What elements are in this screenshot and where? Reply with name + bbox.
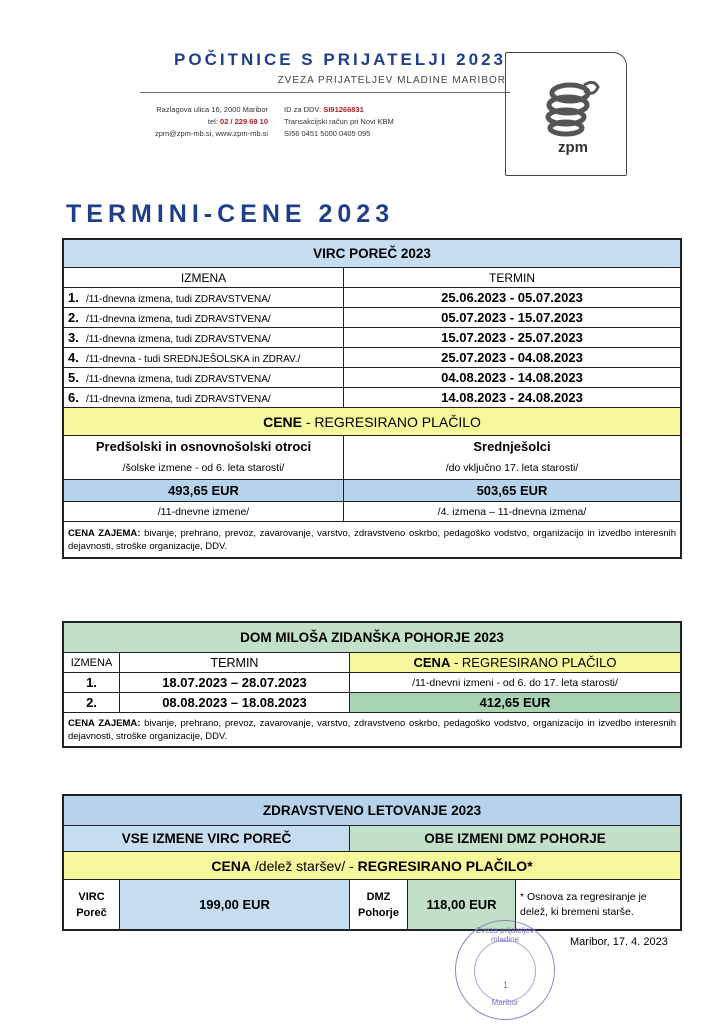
org-address: Razlagova ulica 16, 2000 Maribor [156,105,268,114]
row-desc: /11-dnevna - tudi SREDNJEŠOLSKA in ZDRAV./ [86,354,301,365]
org-contact [110,104,268,140]
virc-table [63,239,681,558]
dom-cena-zajema: CENA ZAJEMA: bivanje, prehrano, prevoz, zavarovanje, varstvo, zdravstveno oskrbo, pedagoško vodstvo, organizacijo in izvedbo interesnih dejavnosti, stroške organizacije, DDV. [64,713,681,747]
dom-price: 412,65 EUR [350,693,681,713]
dom-col-termin: TERMIN [120,653,350,673]
stamp-top-text: Zveza prijateljev mladine [476,926,534,944]
row-num: 5. [68,370,79,385]
row-desc: /11-dnevna izmena, tudi ZDRAVSTVENA/ [86,314,271,325]
tel-number: 02 / 229 69 10 [220,117,268,126]
org-program-title: POČITNICE S PRIJATELJI 2023 [174,50,506,69]
table-row [64,308,681,328]
row-desc: /11-dnevna izmena, tudi ZDRAVSTVENA/ [86,334,271,345]
virc-left-price: 493,65 EUR [64,480,344,502]
dom-row-num: 2. [64,693,120,713]
dom-table [63,622,681,747]
dom-price-note: /11-dnevni izmeni - od 6. do 17. leta starosti/ [350,673,681,693]
virc-cene-header: CENE - REGRESIRANO PLAČILO [64,408,681,436]
row-desc: /11-dnevna izmena, tudi ZDRAVSTVENA/ [86,394,271,405]
table-row [64,348,681,368]
zdrav-virc-label: VIRC Poreč [64,880,120,930]
virc-left-head: Predšolski in osnovnošolski otroci [64,436,344,458]
zdrav-table [63,795,681,930]
virc-title: VIRC POREČ 2023 [64,240,681,268]
zdrav-title: ZDRAVSTVENO LETOVANJE 2023 [64,796,681,826]
zpm-logo [505,52,627,176]
row-num: 2. [68,310,79,325]
table-row [64,328,681,348]
table-row [64,693,681,713]
iban: SI56 0451 5000 0405 095 [284,129,371,138]
place-date: Maribor, 17. 4. 2023 [570,936,668,948]
dom-row-termin: 18.07.2023 – 28.07.2023 [120,673,350,693]
row-desc: /11-dnevna izmena, tudi ZDRAVSTVENA/ [86,294,271,305]
table-row [64,288,681,308]
row-num: 6. [68,390,79,405]
zdrav-virc-price: 199,00 EUR [120,880,350,930]
virc-left-note: /11-dnevne izmene/ [64,502,344,522]
virc-right-price: 503,65 EUR [344,480,681,502]
org-web[interactable]: zpm@zpm-mb.si, www.zpm-mb.si [154,129,268,138]
org-name: ZVEZA PRIJATELJEV MLADINE MARIBOR [277,75,506,86]
table-row [64,388,681,408]
zdrav-left-head: VSE IZMENE VIRC POREČ [64,826,350,852]
zpm-logo-icon [506,53,628,177]
dom-title: DOM MILOŠA ZIDANŠKA POHORJE 2023 [64,623,681,653]
dom-col-cena: CENA - REGRESIRANO PLAČILO [350,653,681,673]
zdrav-dmz-price: 118,00 EUR [408,880,516,930]
vat-label: ID za DDV: [284,105,322,114]
virc-right-sub: /do vključno 17. leta starosti/ [344,458,681,480]
row-termin: 04.08.2023 - 14.08.2023 [344,368,681,388]
vat-number: SI91266831 [323,105,364,114]
dom-row-termin: 08.08.2023 – 18.08.2023 [120,693,350,713]
col-izmena: IZMENA [64,268,344,288]
dom-col-izmena: IZMENA [64,653,120,673]
row-termin: 14.08.2023 - 24.08.2023 [344,388,681,408]
zdrav-right-head: OBE IZMENI DMZ POHORJE [350,826,681,852]
row-termin: 15.07.2023 - 25.07.2023 [344,328,681,348]
row-desc: /11-dnevna izmena, tudi ZDRAVSTVENA/ [86,374,271,385]
table-row [64,673,681,693]
row-termin: 25.07.2023 - 04.08.2023 [344,348,681,368]
stamp-number: 1 [503,980,509,990]
header-divider [140,92,510,93]
tel-label: tel: [207,117,218,126]
dom-row-num: 1. [64,673,120,693]
row-termin: 05.07.2023 - 15.07.2023 [344,308,681,328]
table-row [64,368,681,388]
virc-right-head: Srednješolci [344,436,681,458]
row-termin: 25.06.2023 - 05.07.2023 [344,288,681,308]
zdravstveno-section [62,794,682,931]
org-bank-info [284,104,464,140]
virc-porec-section [62,238,682,559]
col-termin: TERMIN [344,268,681,288]
page-title: TERMINI-CENE 2023 [66,200,395,228]
virc-left-sub: /šolske izmene - od 6. leta starosti/ [64,458,344,480]
row-num: 3. [68,330,79,345]
dom-pohorje-section [62,621,682,748]
stamp-bottom-text: Maribor [491,998,519,1007]
stamp-inner-ring [474,940,536,1002]
virc-cena-zajema: CENA ZAJEMA: bivanje, prehrano, prevoz, zavarovanje, varstvo, zdravstveno oskrbo, pedagoško vodstvo, organizacijo in izvedbo interesnih dejavnosti, stroške organizacije, DDV. [64,522,681,558]
bank-label: Transakcijski račun pri Novi KBM [284,117,394,126]
row-num: 4. [68,350,79,365]
zdrav-dmz-label: DMZ Pohorje [350,880,408,930]
virc-right-note: /4. izmena – 11-dnevna izmena/ [344,502,681,522]
zdrav-cena-header: CENA /delež staršev/ - REGRESIRANO PLAČILO* [64,852,681,880]
zdrav-footnote: * Osnova za regresiranje je delež, ki bremeni starše. [516,880,681,930]
logo-wordmark: zpm [558,139,588,156]
row-num: 1. [68,290,79,305]
